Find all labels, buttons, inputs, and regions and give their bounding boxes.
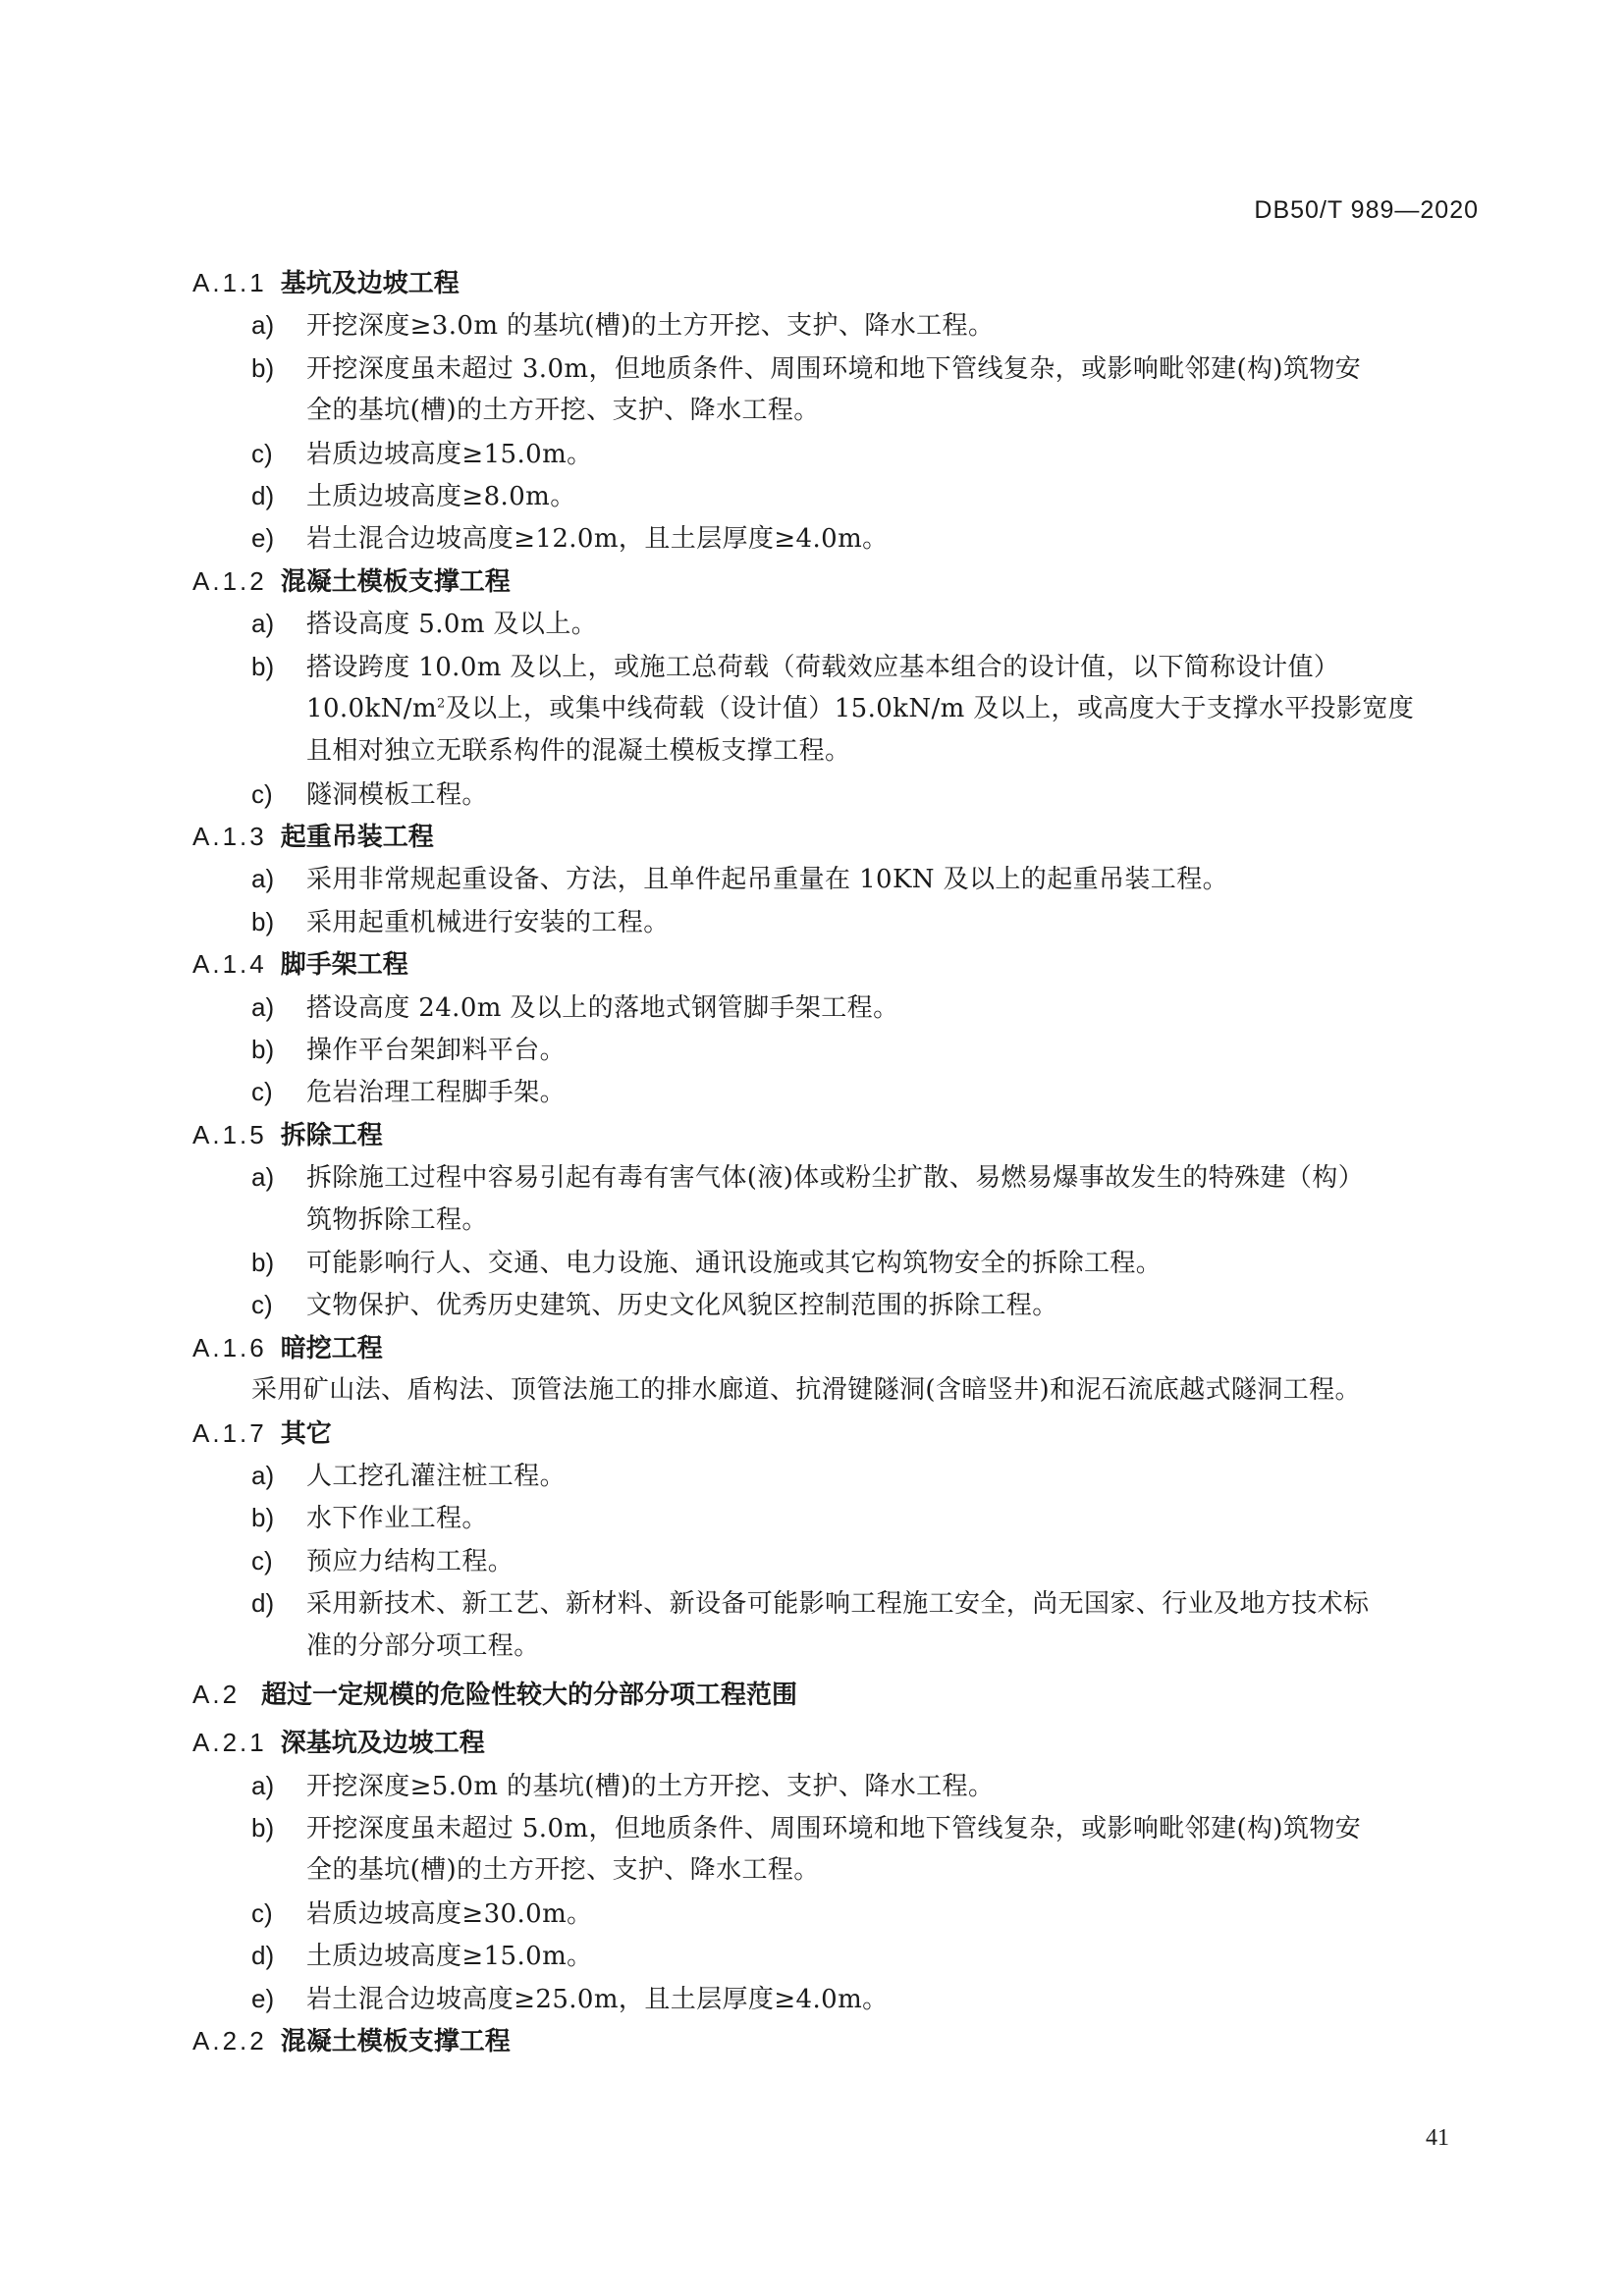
list-item: d) 采用新技术、新工艺、新材料、新设备可能影响工程施工安全，尚无国家、行业及地方技术标 [251,1588,1370,1620]
list-item: b) 开挖深度虽未超过 5.0m，但地质条件、周围环境和地下管线复杂，或影响毗邻建(构)筑物安 [251,1813,1362,1844]
section-number: A.1.5 [192,1119,267,1149]
list-item: a) 开挖深度≥3.0m 的基坑(槽)的土方开挖、支护、降水工程。 [251,310,995,342]
list-item: b) 搭设跨度 10.0m 及以上，或施工总荷载（荷载效应基本组合的设计值，以下简称设计值） [251,651,1340,682]
section-title: 超过一定规模的危险性较大的分部分项工程范围 [261,1680,798,1710]
section-title: 起重吊装工程 [280,823,434,853]
list-item: a) 拆除施工过程中容易引起有毒有害气体(液)体或粉尘扩散、易燃易爆事故发生的特殊建（构） [251,1162,1365,1194]
section-title: 拆除工程 [280,1120,383,1150]
section-number: A.1.3 [192,822,267,852]
section-title: 基坑及边坡工程 [280,269,460,298]
page-number: 41 [1426,2125,1449,2151]
list-item: c) 岩质边坡高度≥30.0m。 [251,1897,593,1929]
section-title: 暗挖工程 [280,1333,383,1363]
list-item-continuation: 准的分部分项工程。 [306,1630,540,1661]
section-title: 混凝土模板支撑工程 [280,566,511,597]
section-heading [192,943,1489,986]
section-title: 脚手架工程 [280,950,408,981]
section-heading [192,1413,1489,1455]
section-title: 深基坑及边坡工程 [280,1729,485,1759]
list-item-continuation: 全的基坑(槽)的土方开挖、支护、降水工程。 [306,396,820,426]
section-heading [192,262,1489,304]
section-heading [192,1114,1489,1156]
list-item: c) 文物保护、优秀历史建筑、历史文化风貌区控制范围的拆除工程。 [251,1290,1058,1321]
list-item: a) 开挖深度≥5.0m 的基坑(槽)的土方开挖、支护、降水工程。 [251,1770,995,1801]
list-item: b) 开挖深度虽未超过 3.0m，但地质条件、周围环境和地下管线复杂，或影响毗邻建(构)筑物安 [251,352,1362,384]
list-item: d) 土质边坡高度≥8.0m。 [251,480,576,511]
section-heading [192,2020,1489,2062]
list-item: c) 危岩治理工程脚手架。 [251,1077,567,1108]
document-code: DB50/T 989—2020 [1254,196,1479,224]
list-item: e) 岩土混合边坡高度≥12.0m，且土层厚度≥4.0m。 [251,523,889,555]
section-number: A.1.2 [192,565,267,596]
list-item: a) 采用非常规起重设备、方法，且单件起吊重量在 10KN 及以上的起重吊装工程。 [251,864,1228,895]
paragraph: 采用矿山法、盾构法、顶管法施工的排水廊道、抗滑键隧洞(含暗竖井)和泥石流底越式隧洞工程。 [251,1375,1361,1406]
list-item: c) 预应力结构工程。 [251,1545,514,1576]
list-item: a) 搭设高度 24.0m 及以上的落地式钢管脚手架工程。 [251,991,899,1023]
list-item-continuation: 全的基坑(槽)的土方开挖、支护、降水工程。 [306,1855,820,1886]
section-title: 混凝土模板支撑工程 [280,2027,511,2057]
section-number: A.1.1 [192,268,267,297]
list-item: a) 搭设高度 5.0m 及以上。 [251,609,598,640]
section-number: A.1.7 [192,1417,267,1448]
section-heading [192,1327,1489,1369]
section-number: A.2.2 [192,2026,267,2056]
chapter-heading [192,1674,1489,1716]
list-item: b) 水下作业工程。 [251,1503,488,1534]
list-item: b) 采用起重机械进行安装的工程。 [251,906,670,937]
section-number: A.1.6 [192,1332,267,1362]
section-number: A.2 [192,1679,241,1709]
list-item: e) 岩土混合边坡高度≥25.0m，且土层厚度≥4.0m。 [251,1983,889,2014]
section-title: 其它 [280,1418,332,1449]
list-item: c) 隧洞模板工程。 [251,778,488,810]
list-item-continuation: $10.0kN/m^2$及以上，或集中线荷载（设计值）15.0kN/m 及以上，或高度大于支撑水平投影宽度 [306,693,1415,723]
list-item: c) 岩质边坡高度≥15.0m。 [251,438,593,469]
list-item: d) 土质边坡高度≥15.0m。 [251,1941,593,1972]
section-number: A.2.1 [192,1728,267,1758]
section-number: A.1.4 [192,949,267,980]
section-heading [192,816,1489,858]
list-item: a) 人工挖孔灌注桩工程。 [251,1460,567,1491]
document-body [192,262,1489,2062]
section-heading [192,561,1489,603]
list-item: b) 操作平台架卸料平台。 [251,1035,567,1066]
superscript: 2 [437,696,446,712]
list-item-continuation: 且相对独立无联系构件的混凝土模板支撑工程。 [306,736,851,767]
list-item-continuation: 筑物拆除工程。 [306,1204,488,1235]
list-item: b) 可能影响行人、交通、电力设施、通讯设施或其它构筑物安全的拆除工程。 [251,1247,1163,1278]
section-heading [192,1722,1489,1764]
